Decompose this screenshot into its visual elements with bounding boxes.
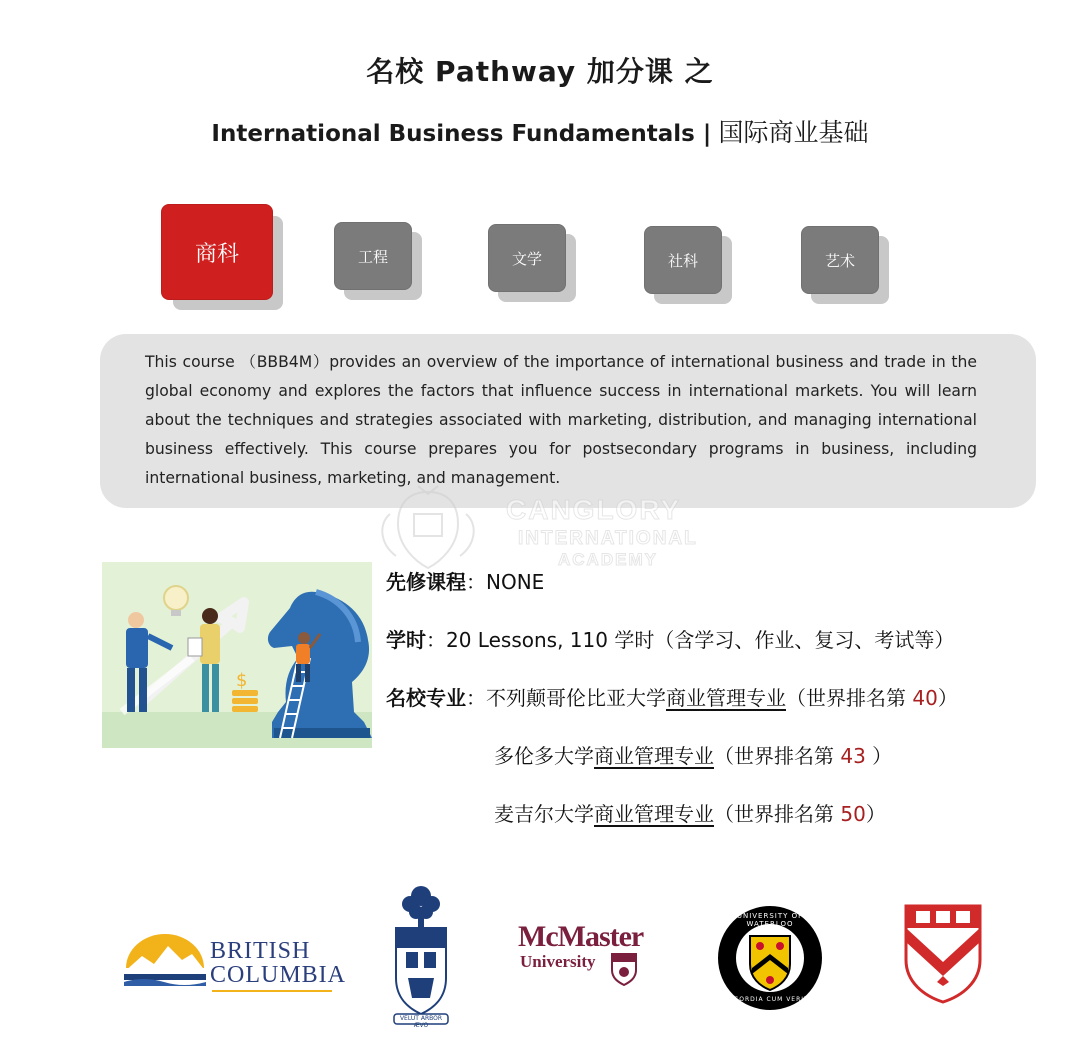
rank-number: 43 <box>840 744 866 768</box>
school-line-mcgill <box>494 798 886 827</box>
watermark <box>368 484 728 574</box>
toronto-crest-logo <box>386 882 456 1028</box>
business-illustration <box>102 562 372 748</box>
rank-prefix: （世界排名第 <box>786 686 913 710</box>
school-name: ：不列颠哥伦比亚大学 <box>466 686 666 710</box>
watermark-line2: INTERNATIONAL <box>518 528 698 549</box>
tab-label: 文学 <box>488 224 566 292</box>
prerequisite-line <box>386 566 544 595</box>
major-name: 商业管理专业 <box>594 802 714 826</box>
page-title: 名校 Pathway 加分课 之 <box>366 55 714 88</box>
ubc-logo <box>120 924 347 994</box>
mcmaster-line1: McMaster <box>518 920 644 953</box>
svg-text:$: $ <box>236 670 248 691</box>
watermark-line1: CANGLORY <box>506 494 682 525</box>
toronto-crest-icon <box>386 882 456 1028</box>
hours-value: ：20 Lessons, 110 学时（含学习、作业、复习、考试等） <box>426 628 955 652</box>
hours-label: 学时 <box>386 628 426 652</box>
tab-label: 艺术 <box>801 226 879 294</box>
bc-rule <box>212 990 332 992</box>
rank-number: 50 <box>840 802 866 826</box>
major-name: 商业管理专业 <box>594 744 714 768</box>
subtitle-chinese: 国际商业基础 <box>718 118 869 147</box>
rank-number: 40 <box>912 686 938 710</box>
bc-line1: BRITISH <box>210 938 311 964</box>
rank-suffix: ） <box>865 744 893 768</box>
mcmaster-shield-icon <box>610 952 638 986</box>
course-description: This course （BBB4M）provides an overview of the importance of international business and trade in the global economy and explores the factors that influence success in international markets. You will learn about the techniques and strategies associated with marketing, distribution, and managing international business effectively. This course prepares you for postsecondary programs in business, including international business, marketing, and management. <box>145 353 977 487</box>
rank-suffix: ） <box>937 686 958 710</box>
toronto-motto: VELUT ARBOR ÆVO <box>399 1015 443 1029</box>
mcmaster-line2: University <box>520 952 596 971</box>
tab-label: 商科 <box>161 204 273 300</box>
major-name: 商业管理专业 <box>666 686 786 710</box>
mcgill-crest-icon <box>902 902 984 1006</box>
crest-icon <box>368 484 488 572</box>
hours-line <box>386 624 954 653</box>
tab-label: 社科 <box>644 226 722 294</box>
bc-line2: COLUMBIA <box>210 962 347 988</box>
school-line-ubc <box>386 682 958 711</box>
prerequisite-label: 先修课程 <box>386 570 466 594</box>
schools-label: 名校专业 <box>386 686 466 710</box>
mcgill-crest-logo <box>902 902 984 1006</box>
watermark-line3: ACADEMY <box>558 550 658 569</box>
prerequisite-value: ：NONE <box>466 570 545 594</box>
rank-prefix: （世界排名第 <box>714 744 841 768</box>
waterloo-seal-logo <box>716 904 824 1012</box>
course-description-box <box>100 334 1036 508</box>
school-line-toronto <box>494 740 892 769</box>
waterloo-motto: CONCORDIA CUM VERITATE <box>717 996 823 1003</box>
rank-suffix: ） <box>865 802 886 826</box>
business-strategy-illustration <box>102 562 372 748</box>
tab-label: 工程 <box>334 222 412 290</box>
rank-prefix: （世界排名第 <box>714 802 841 826</box>
school-name: 麦吉尔大学 <box>494 802 594 826</box>
school-name: 多伦多大学 <box>494 744 594 768</box>
mcmaster-logo <box>518 920 648 992</box>
waterloo-ring-text: UNIVERSITY OF WATERLOO <box>736 912 804 928</box>
course-subtitle <box>0 113 1080 149</box>
sunrise-mountain-icon <box>120 928 210 988</box>
subtitle-english: International Business Fundamentals | <box>211 121 712 147</box>
